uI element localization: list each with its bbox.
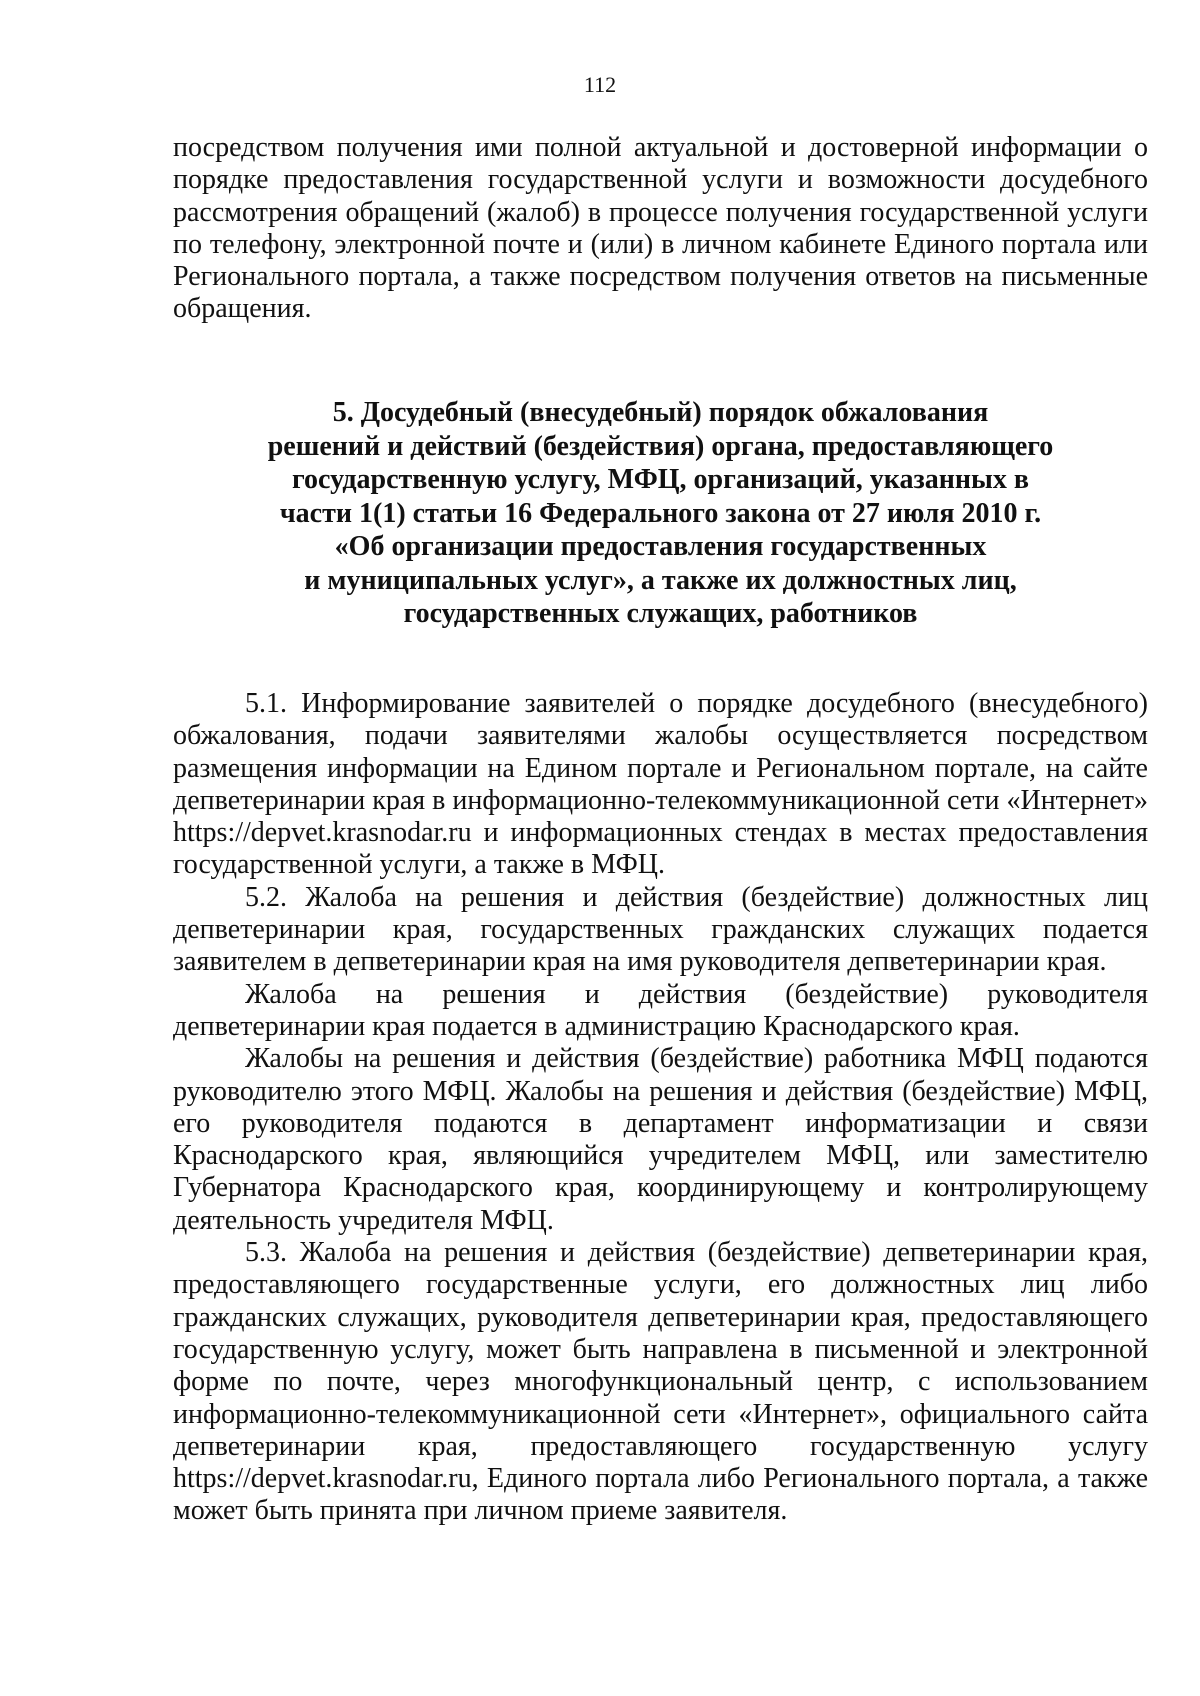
section-heading-line: государственных служащих, работников <box>403 598 918 629</box>
section-heading-line: государственную услугу, МФЦ, организаций, указанных в <box>292 464 1029 495</box>
paragraph-5-1: 5.1. Информирование заявителей о порядке досудебного (внесудебного) обжалования, подачи заявителями жалобы осуществляется посредством размещения информации на Едином портале и Региональном портале, на сайте депветеринарии края в информационно-телекоммуникационной сети «Интернет» https://depvet.krasnodar.ru и информационных стендах в местах предоставления государственной услуги, а также в МФЦ. <box>173 688 1148 881</box>
section-heading-line: части 1(1) статьи 16 Федерального закона от 27 июля 2010 г. <box>279 497 1042 529</box>
paragraph-complaint-mfc: Жалобы на решения и действия (бездействие) работника МФЦ подаются руководителю этого МФЦ. Жалобы на решения и действия (бездействие) МФЦ, его руководителя подаются в департамент информатизации и связи Краснодарского края, являющийся учредителем МФЦ, или заместителю Губернатора Краснодарского края, координирующему и контролирующему деятельность учредителя МФЦ. <box>173 1043 1148 1236</box>
page-number: 112 <box>583 72 617 97</box>
intro-paragraph: посредством получения ими полной актуальной и достоверной информации о порядке предоставления государственной услуги и возможности досудебного рассмотрения обращений (жалоб) в процессе получения государственной услуги по телефону, электронной почте и (или) в личном кабинете Единого портала или Регионального портала, а также посредством получения ответов на письменные обращения. <box>173 132 1148 325</box>
section-heading-line: 5. Досудебный (внесудебный) порядок обжалования <box>332 397 989 428</box>
paragraph-5-3: 5.3. Жалоба на решения и действия (бездействие) депветеринарии края, предоставляющего государственные услуги, его должностных лиц либо гражданских служащих, руководителя депветеринарии края, предоставляющего государственную услугу, может быть направлена в письменной и электронной форме по почте, через многофункциональный центр, с использованием информационно-телекоммуникационной сети «Интернет», официального сайта депветеринарии края, предоставляющего государственную услугу https://depvet.krasnodar.ru, Единого портала либо Регионального портала, а также может быть принята при личном приеме заявителя. <box>173 1237 1148 1527</box>
section-body <box>173 688 1148 1528</box>
paragraph-complaint-head: Жалоба на решения и действия (бездействие) руководителя депветеринарии края подается в администрацию Краснодарского края. <box>173 978 1148 1042</box>
section-heading-line: и муниципальных услуг», а также их должностных лиц, <box>304 564 1017 596</box>
section-heading <box>173 396 1148 631</box>
paragraph-5-2: 5.2. Жалоба на решения и действия (бездействие) должностных лиц депветеринарии края, государственных гражданских служащих подается заявителем в депветеринарии края на имя руководителя депветеринарии края. <box>173 881 1148 978</box>
intro-paragraph-block <box>173 132 1148 326</box>
section-heading-line: «Об организации предоставления государственных <box>334 531 987 562</box>
section-heading-line: решений и действий (бездействия) органа, предоставляющего <box>267 430 1054 462</box>
